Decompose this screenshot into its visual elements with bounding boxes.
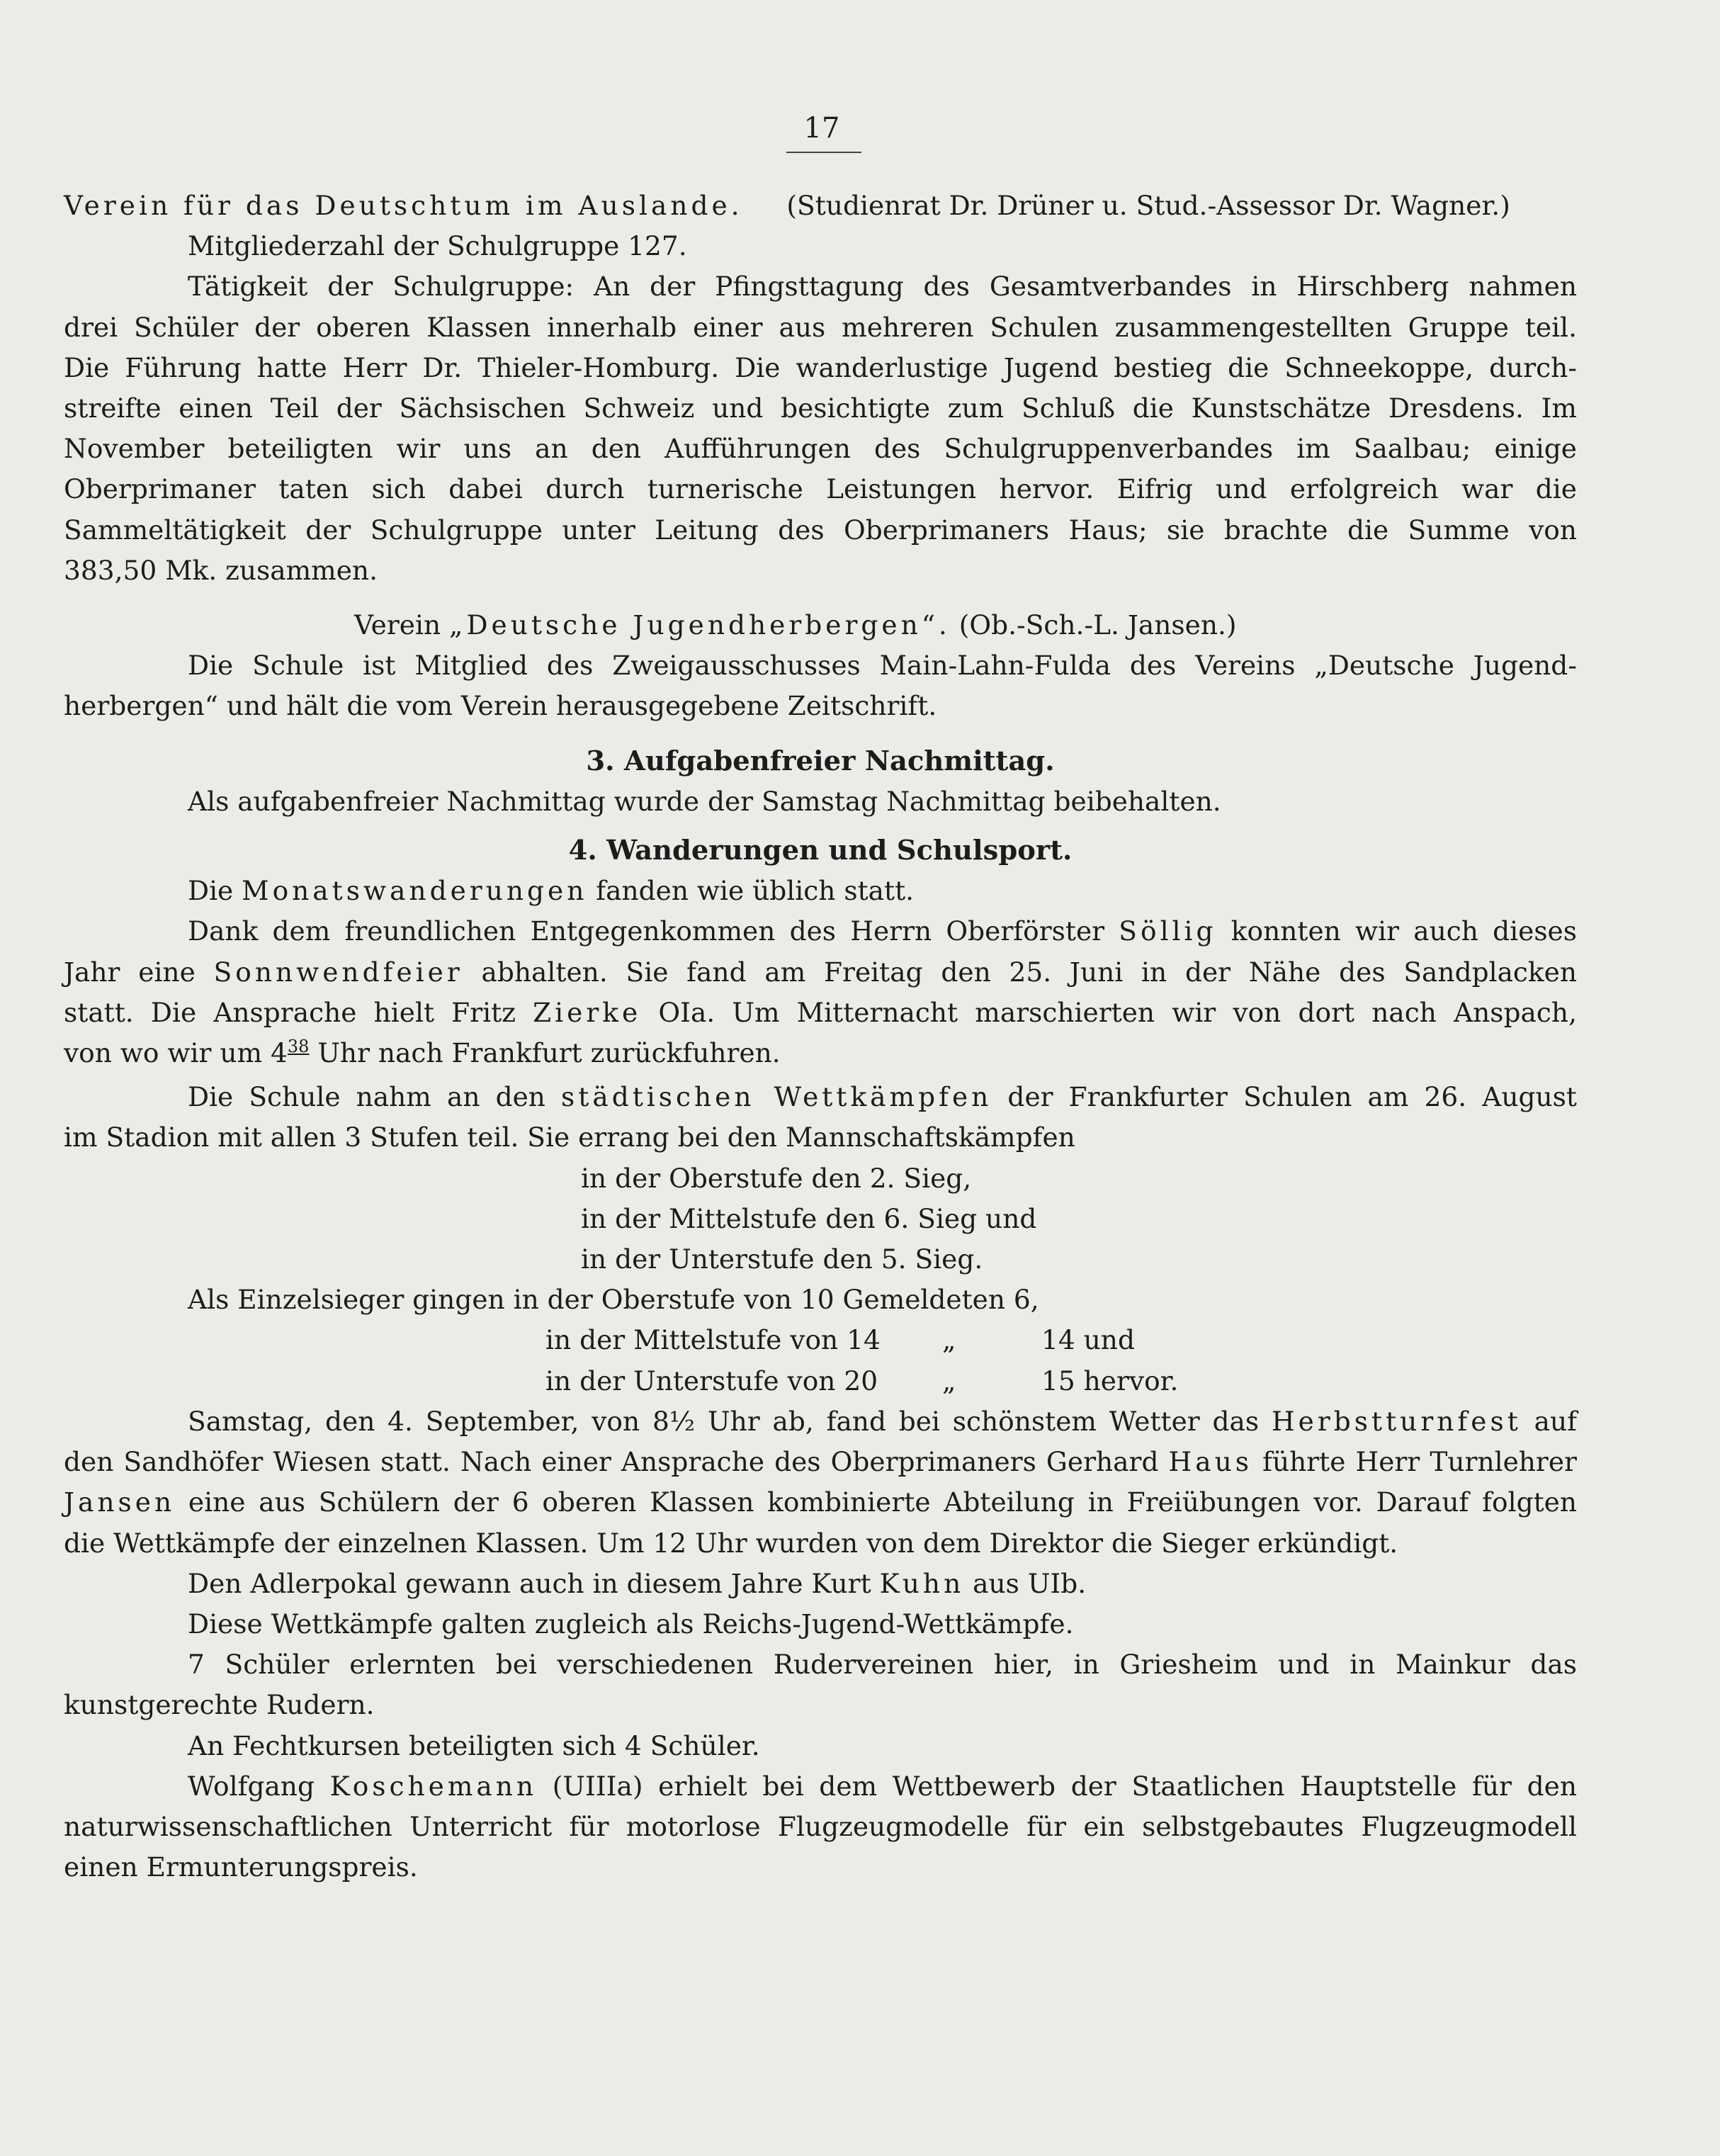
vda-line: streifte einen Teil der Sächsischen Schweiz und besichtigte zum Schluß die Kunstschätze Dresdens. Im bbox=[64, 393, 1577, 424]
rudern-line: 7 Schüler erlernten bei verschiedenen Rudervereinen hier, in Griesheim und in Mainkur das bbox=[188, 1649, 1577, 1681]
vda-line: Die Führung hatte Herr Dr. Thieler-Homburg. Die wanderlustige Jugend bestieg die Schneekoppe, durch- bbox=[64, 351, 1577, 383]
djh-title-leader: (Ob.-Sch.-L. Jansen.) bbox=[950, 609, 1237, 641]
herbstturnfest-line: Jansen eine aus Schülern der 6 oberen Klassen kombinierte Abteilung in Freiübungen vor. Darauf folgten bbox=[64, 1486, 1577, 1518]
sonnwend-line: Dank dem freundlichen Entgegenkommen des Herrn Oberförster Söllig konnten wir auch dieses bbox=[188, 915, 1577, 947]
sonnwend-line: statt. Die Ansprache hielt Fritz Zierke OIa. Um Mitternacht marschierten wir von dort nach Anspach, bbox=[64, 996, 1577, 1028]
vda-title-line bbox=[64, 186, 1577, 226]
djh-line: herbergen“ und hält die vom Verein herausgegebene Zeitschrift. bbox=[64, 690, 937, 722]
adlerpokal-line: Den Adlerpokal gewann auch in diesem Jahre Kurt Kuhn aus UIb. bbox=[188, 1567, 1087, 1599]
page-number-rule bbox=[786, 152, 861, 153]
djh-title-prefix: Verein bbox=[354, 609, 450, 641]
djh-line: Die Schule ist Mitglied des Zweigausschusses Main-Lahn-Fulda des Vereins „Deutsche Jugend- bbox=[188, 650, 1577, 682]
section4-heading: 4. Wanderungen und Schulsport. bbox=[568, 835, 1073, 867]
vda-line: 383,50 Mk. zusammen. bbox=[64, 554, 378, 586]
vda-org-name: Verein für das Deutschtum im Auslande. bbox=[64, 190, 743, 221]
flugzeug-line: einen Ermunterungspreis. bbox=[64, 1851, 418, 1883]
herbstturnfest-line: die Wettkämpfe der einzelnen Klassen. Um 12 Uhr wurden von dem Direktor die Sieger erkündigt. bbox=[64, 1527, 1398, 1559]
section3-text: Als aufgabenfreier Nachmittag wurde der Samstag Nachmittag beibehalten. bbox=[188, 785, 1221, 817]
flugzeug-line: naturwissenschaftlichen Unterricht für motorlose Flugzeugmodelle für ein selbstgebautes Flugzeugmodell bbox=[64, 1810, 1577, 1842]
section3-heading: 3. Aufgabenfreier Nachmittag. bbox=[586, 745, 1055, 777]
vda-leaders: (Studienrat Dr. Drüner u. Stud.-Assessor Dr. Wagner.) bbox=[786, 190, 1510, 221]
reichs-line: Diese Wettkämpfe galten zugleich als Reichs-Jugend-Wettkämpfe. bbox=[188, 1608, 1074, 1639]
page-body bbox=[64, 186, 1577, 1887]
sonnwend-line: Jahr eine Sonnwendfeier abhalten. Sie fand am Freitag den 25. Juni in der Nähe des Sandplacken bbox=[64, 956, 1578, 988]
wanderungen-line: Die Monatswanderungen fanden wie üblich statt. bbox=[188, 875, 915, 907]
einzelsieger-line: in der Unterstufe von 20 „ 15 hervor. bbox=[545, 1365, 1179, 1396]
einzelsieger-line: in der Mittelstufe von 14 „ 14 und bbox=[545, 1324, 1135, 1356]
djh-title bbox=[64, 605, 1577, 645]
einzelsieger-line: Als Einzelsieger gingen in der Oberstufe von 10 Gemeldeten 6, bbox=[188, 1284, 1039, 1316]
rudern-line: kunstgerechte Rudern. bbox=[64, 1689, 375, 1721]
sonnwend-line: von wo wir um $4^{38}$ Uhr nach Frankfurt zurückfuhren. bbox=[64, 1037, 781, 1069]
wettkampf-line: im Stadion mit allen 3 Stufen teil. Sie errang bei den Mannschaftskämpfen bbox=[64, 1122, 1075, 1153]
vda-line: Tätigkeit der Schulgruppe: An der Pfingsttagung des Gesamtverbandes in Hirschberg nahmen bbox=[188, 271, 1577, 303]
sieg-line: in der Unterstufe den 5. Sieg. bbox=[581, 1243, 983, 1275]
flugzeug-line: Wolfgang Koschemann (UIIIa) erhielt bei dem Wettbewerb der Staatlichen Hauptstelle für den bbox=[188, 1770, 1578, 1802]
sieg-line: in der Oberstufe den 2. Sieg, bbox=[581, 1162, 972, 1194]
fechten-line: An Fechtkursen beteiligten sich 4 Schüler. bbox=[188, 1729, 760, 1761]
vda-line: Sammeltätigkeit der Schulgruppe unter Leitung des Oberprimaners Haus; sie brachte die Summe von bbox=[64, 514, 1577, 546]
herbstturnfest-line: Samstag, den 4. September, von 8½ Uhr ab, fand bei schönstem Wetter das Herbstturnfest auf bbox=[188, 1405, 1578, 1437]
herbstturnfest-line: den Sandhöfer Wiesen statt. Nach einer Ansprache des Oberprimaners Gerhard Haus führte Herr Turnlehrer bbox=[64, 1446, 1577, 1478]
djh-title-name: „Deutsche Jugendherbergen“. bbox=[449, 609, 951, 641]
vda-line: November beteiligten wir uns an den Aufführungen des Schulgruppenverbandes im Saalbau; einige bbox=[64, 433, 1577, 465]
vda-line: Oberprimaner taten sich dabei durch turnerische Leistungen hervor. Eifrig und erfolgreich war die bbox=[64, 473, 1577, 505]
wettkampf-line: Die Schule nahm an den städtischen Wettkämpfen der Frankfurter Schulen am 26. August bbox=[188, 1081, 1577, 1113]
vda-members: Mitgliederzahl der Schulgruppe 127. bbox=[188, 230, 687, 262]
sieg-line: in der Mittelstufe den 6. Sieg und bbox=[581, 1202, 1037, 1234]
page-number: 17 bbox=[803, 112, 840, 145]
vda-line: drei Schüler der oberen Klassen innerhalb einer aus mehreren Schulen zusammengestellten Gruppe teil. bbox=[64, 311, 1577, 343]
